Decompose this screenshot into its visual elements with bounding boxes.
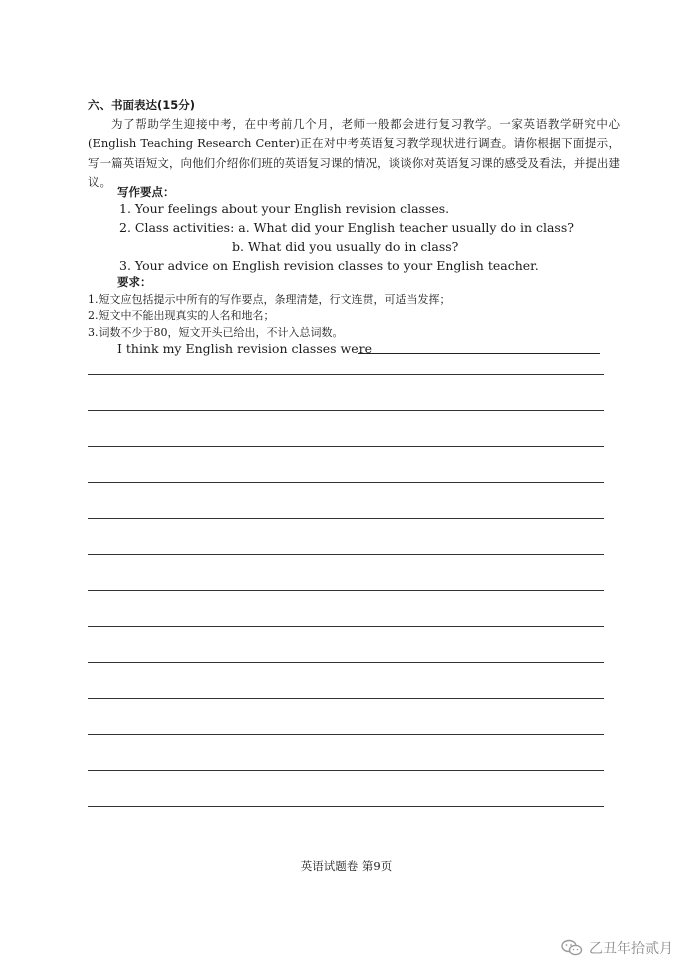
- requirement-item: 3.词数不少于80，短文开头已给出，不计入总词数。: [88, 326, 344, 339]
- requirement-item: 1.短文应包括提示中所有的写作要点，条理清楚，行文连贯，可适当发挥；: [88, 293, 451, 306]
- answer-line[interactable]: [88, 410, 604, 411]
- watermark-text: 乙丑年拾贰月: [589, 941, 673, 957]
- answer-line[interactable]: [88, 482, 604, 483]
- writing-point-3: 3. Your advice on English revision classes to your English teacher.: [119, 258, 539, 273]
- watermark: [561, 938, 673, 958]
- writing-point-1: 1. Your feelings about your English revision classes.: [119, 201, 450, 216]
- answer-line[interactable]: [88, 590, 604, 591]
- answer-line[interactable]: [88, 698, 604, 699]
- requirement-item: 2.短文中不能出现真实的人名和地名；: [88, 309, 275, 322]
- answer-line[interactable]: [88, 662, 604, 663]
- page-footer: 英语试题卷 第9页: [300, 859, 393, 873]
- writing-point-2b: b. What did you usually do in class?: [232, 239, 459, 254]
- answer-line[interactable]: [88, 374, 604, 375]
- answer-line[interactable]: [88, 446, 604, 447]
- wechat-icon: [561, 939, 583, 957]
- section-heading: 六、书面表达(15分): [88, 98, 196, 112]
- writing-points-heading: 写作要点：: [117, 185, 175, 199]
- answer-line[interactable]: [88, 734, 604, 735]
- answer-line[interactable]: [358, 353, 600, 354]
- answer-line[interactable]: [88, 626, 604, 627]
- task-instructions: 为了帮助学生迎接中考，在中考前几个月，老师一般都会进行复习教学。一家英语教学研究中心(English Teaching Research Center)正在对中考英语复习教学现状进行调查。请你根据下面提示，写一篇英语短文，向他们介绍你们班的英语复习课的情况，谈谈你对英语复习课的感受及看法，并提出建议。: [88, 117, 620, 189]
- answer-line[interactable]: [88, 518, 604, 519]
- starter-sentence: I think my English revision classes were: [117, 341, 373, 356]
- writing-point-2: 2. Class activities: a. What did your English teacher usually do in class?: [119, 220, 574, 235]
- answer-line[interactable]: [88, 770, 604, 771]
- requirements-heading: 要求：: [117, 275, 152, 289]
- answer-line[interactable]: [88, 806, 604, 807]
- answer-line[interactable]: [88, 554, 604, 555]
